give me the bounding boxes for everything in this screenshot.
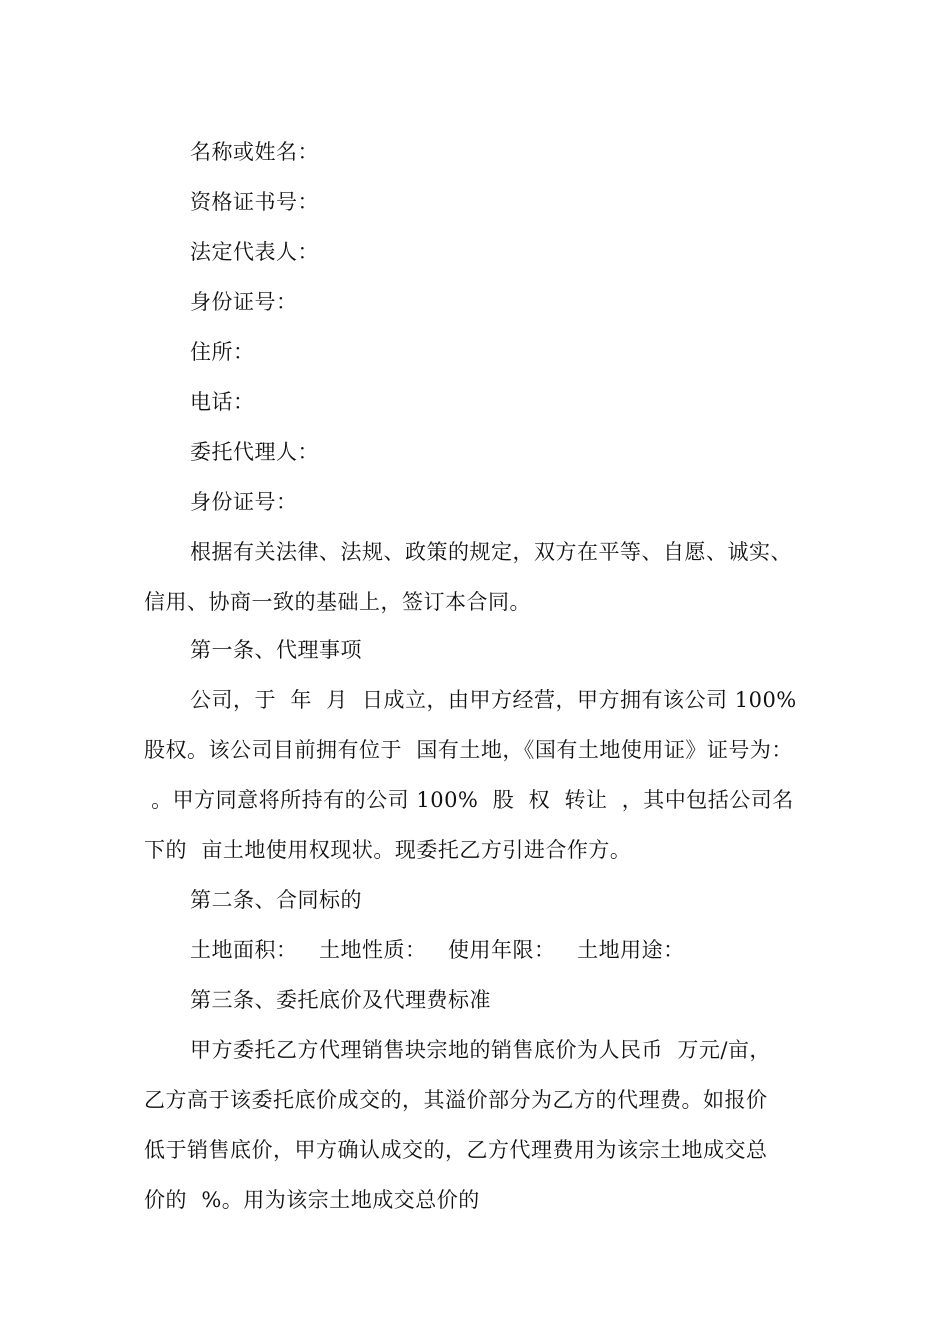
intro-paragraph-line: 信用、协商一致的基础上，签订本合同。 [144, 590, 531, 614]
field-address-label: 住所： [190, 340, 255, 364]
article-1-line: 。甲方同意将所持有的公司 100% 股 权 转让 ，其中包括公司名 [144, 788, 794, 812]
field-name-label: 名称或姓名： [190, 140, 319, 164]
field-phone-label: 电话： [190, 390, 255, 414]
article-3-line: 低于销售底价，甲方确认成交的，乙方代理费用为该宗土地成交总 [144, 1138, 768, 1162]
field-legal-rep-label: 法定代表人： [190, 240, 319, 264]
intro-paragraph-line: 根据有关法律、法规、政策的规定，双方在平等、自愿、诚实、 [190, 540, 792, 564]
article-1-line: 下的 亩土地使用权现状。现委托乙方引进合作方。 [144, 838, 632, 862]
field-qualification-label: 资格证书号： [190, 190, 319, 214]
article-1-line: 公司，于 年 月 日成立，由甲方经营，甲方拥有该公司 100% [190, 688, 797, 712]
field-agent-label: 委托代理人： [190, 440, 319, 464]
article-3-heading: 第三条、委托底价及代理费标准 [190, 988, 491, 1012]
article-1-heading: 第一条、代理事项 [190, 638, 362, 662]
field-id-number-label: 身份证号： [190, 290, 298, 314]
article-2-line: 土地面积： 土地性质： 使用年限： 土地用途： [190, 938, 685, 962]
field-agent-id-label: 身份证号： [190, 490, 298, 514]
article-2-heading: 第二条、合同标的 [190, 888, 362, 912]
article-1-line: 股权。该公司目前拥有位于 国有土地，《国有土地使用证》证号为： [144, 738, 793, 762]
article-3-line: 甲方委托乙方代理销售块宗地的销售底价为人民币 万元/亩， [190, 1038, 771, 1062]
article-3-line: 价的 %。用为该宗土地成交总价的 [144, 1188, 480, 1212]
article-3-line: 乙方高于该委托底价成交的，其溢价部分为乙方的代理费。如报价 [144, 1088, 768, 1112]
